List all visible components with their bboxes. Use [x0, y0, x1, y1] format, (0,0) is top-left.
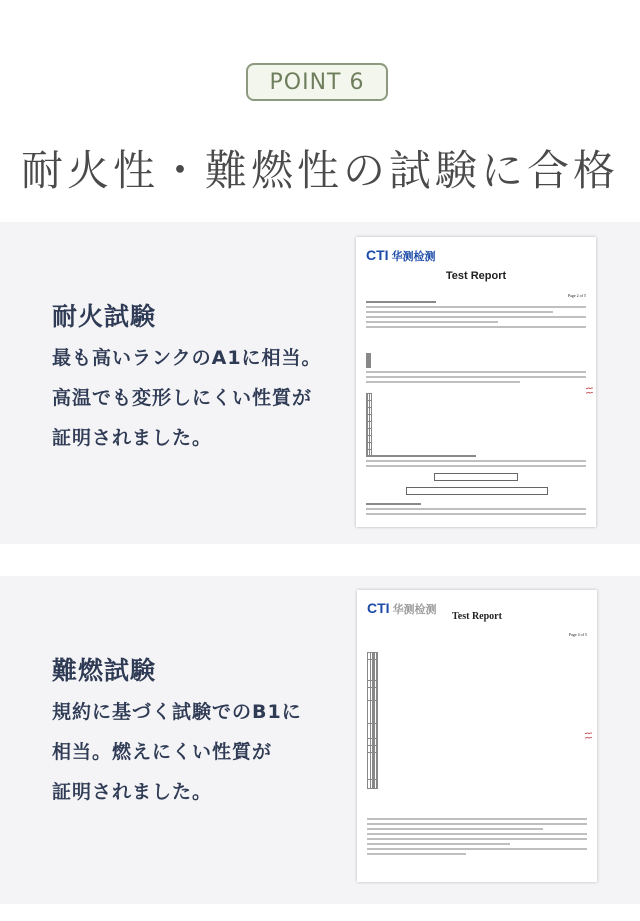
- report-table: [366, 353, 371, 368]
- description-line: 証明されました。: [52, 781, 213, 803]
- description-line: 相当。燃えにくい性質が: [52, 741, 273, 763]
- point-label: POINT 6: [269, 69, 365, 95]
- report-text-lines: [366, 301, 586, 331]
- stamp-mark: ⌇⌇: [582, 731, 593, 740]
- results-table: [367, 652, 378, 789]
- description-line: 証明されました。: [52, 427, 213, 449]
- cti-logo: CTI 华测检测: [366, 247, 436, 263]
- results-table: [366, 393, 372, 457]
- description-line: 規約に基づく試験でのB1に: [52, 701, 302, 723]
- point-badge: [246, 63, 388, 101]
- test-report-image-1: [356, 237, 596, 527]
- cti-logo: CTI 华测检测: [367, 600, 437, 616]
- description-line: 高温でも変形しにくい性質が: [52, 387, 313, 409]
- stamp-mark: ⌇⌇: [583, 386, 594, 395]
- section-description: [52, 692, 302, 812]
- section-title: 耐火試験: [52, 302, 157, 331]
- report-page: Page 4 of 5: [568, 632, 587, 637]
- report-title: Test Report: [445, 270, 507, 282]
- report-page: Page 2 of 5: [567, 293, 586, 298]
- report-meta: [366, 293, 586, 298]
- section-description: [52, 338, 322, 458]
- section-title: 難燃試験: [52, 656, 157, 685]
- description-line: 最も高いランクのA1に相当。: [52, 347, 322, 369]
- test-report-image-2: [357, 590, 597, 882]
- page-title: 耐火性・難燃性の試験に合格: [20, 146, 619, 195]
- report-meta: [367, 632, 587, 637]
- report-title: Test Report: [452, 611, 502, 622]
